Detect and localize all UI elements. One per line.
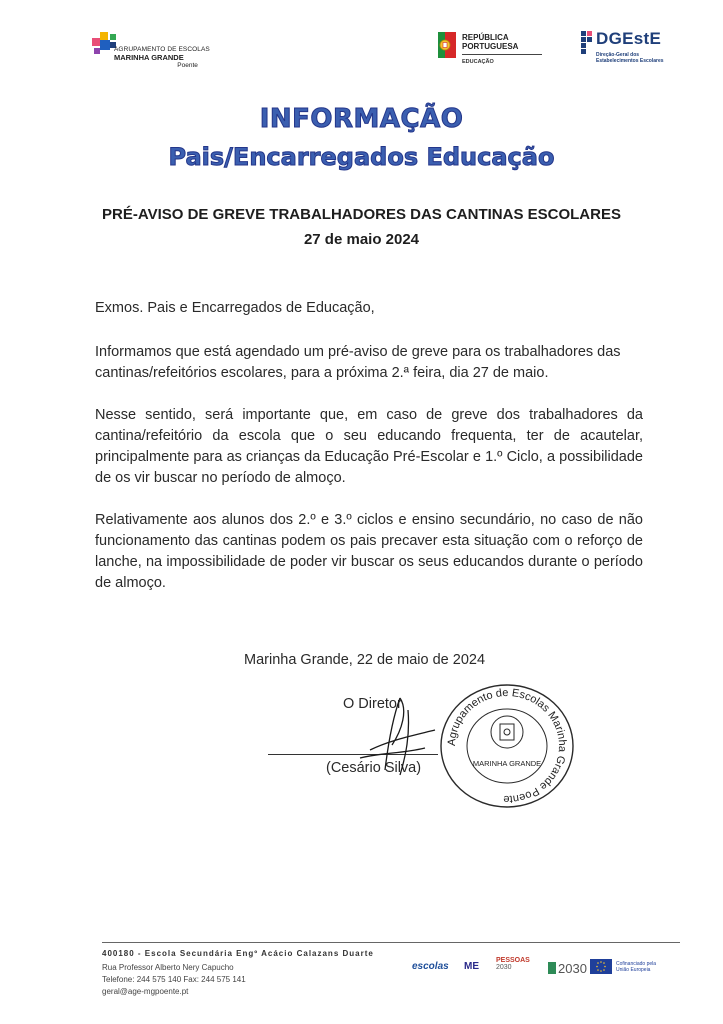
dgeste-name: DGEstE: [596, 29, 662, 48]
footer-address: Rua Professor Alberto Nery Capucho: [102, 963, 234, 972]
director-name: (Cesário Silva): [326, 760, 422, 776]
agrupamento-line3: Poente: [177, 62, 198, 69]
eu-flag-icon: [590, 959, 612, 974]
partner-logos: [412, 957, 682, 981]
partner-pessoas-label: PESSOAS: [496, 957, 530, 964]
eu-line2: União Europeia: [616, 967, 651, 973]
footer-rule: [102, 942, 680, 943]
republica-flag-icon: [438, 32, 456, 58]
republica-line2: PORTUGUESA: [462, 42, 519, 51]
footer-phones: Telefone: 244 575 140 Fax: 244 575 141: [102, 975, 246, 984]
partner-pessoas-year: 2030: [496, 964, 512, 971]
subject-heading: PRÉ-AVISO DE GREVE TRABALHADORES DAS CANTINAS ESCOLARES: [102, 206, 621, 223]
signature-icon: [330, 690, 450, 780]
paragraph-3: Relativamente aos alunos dos 2.º e 3.º ciclos e ensino secundário, no caso de não funcionamento das cantinas podem os pais precaver esta situação com o reforço de lanche, na impossibilidade de poder vir buscar os seus educandos durante o período de almoço.: [95, 512, 643, 591]
place-date: Marinha Grande, 22 de maio de 2024: [244, 652, 486, 668]
svg-text:Agrupamento de Escolas Marinha: [446, 687, 568, 805]
eu-line1: Cofinanciado pela: [616, 961, 657, 967]
paragraph-1: Informamos que está agendado um pré-aviso de greve para os trabalhadores das cantinas/refeitórios escolares, para a próxima 2.ª feira, dia 27 de maio.: [95, 344, 621, 381]
republica-line1: REPÚBLICA: [462, 33, 509, 42]
agrupamento-line2: MARINHA GRANDE: [114, 53, 184, 62]
partner-portugal-label: 2030: [558, 961, 587, 976]
partner-portugal-2030: [548, 961, 587, 976]
stamp-icon: [438, 682, 576, 810]
stamp-inner-text: MARINHA GRANDE: [472, 759, 542, 768]
page-title: INFORMAÇÃO: [259, 104, 464, 134]
greeting: Exmos. Pais e Encarregados de Educação,: [95, 300, 375, 316]
stamp-ring-text: Agrupamento de Escolas Marinha Grande Poente: [445, 686, 569, 806]
republica-logo: [438, 30, 548, 72]
director-role: O Diretor: [343, 696, 402, 712]
dgeste-line1: Direção-Geral dos: [596, 52, 640, 58]
page-subtitle: Pais/Encarregados Educação: [168, 143, 555, 171]
partner-pessoas: [496, 957, 530, 971]
footer-school: 400180 - Escola Secundária Engº Acácio Calazans Duarte: [102, 949, 374, 958]
republica-line3: EDUCAÇÃO: [462, 59, 494, 65]
agrupamento-logo: [90, 28, 230, 78]
partner-escolas: escolas: [412, 961, 449, 972]
paragraph-2: Nesse sentido, será importante que, em caso de greve dos trabalhadores da cantina/refeitório da escola que o seu educando frequenta, ter de acautelar, principalmente para as crianças da Educação Pré-Escolar e 1.º Ciclo, a possibilidade de os vir buscar no período de almoço.: [95, 407, 643, 486]
agrupamento-line1: AGRUPAMENTO DE ESCOLAS: [114, 46, 210, 53]
partner-me: ME: [464, 961, 479, 972]
footer-email: geral@age-mgpoente.pt: [102, 987, 189, 996]
subject-date: 27 de maio 2024: [303, 231, 420, 248]
dgeste-line2: Estabelecimentos Escolares: [596, 58, 664, 64]
republica-divider: [462, 54, 542, 55]
dgeste-logo-icon: [580, 30, 594, 56]
dgeste-logo: [580, 28, 690, 68]
